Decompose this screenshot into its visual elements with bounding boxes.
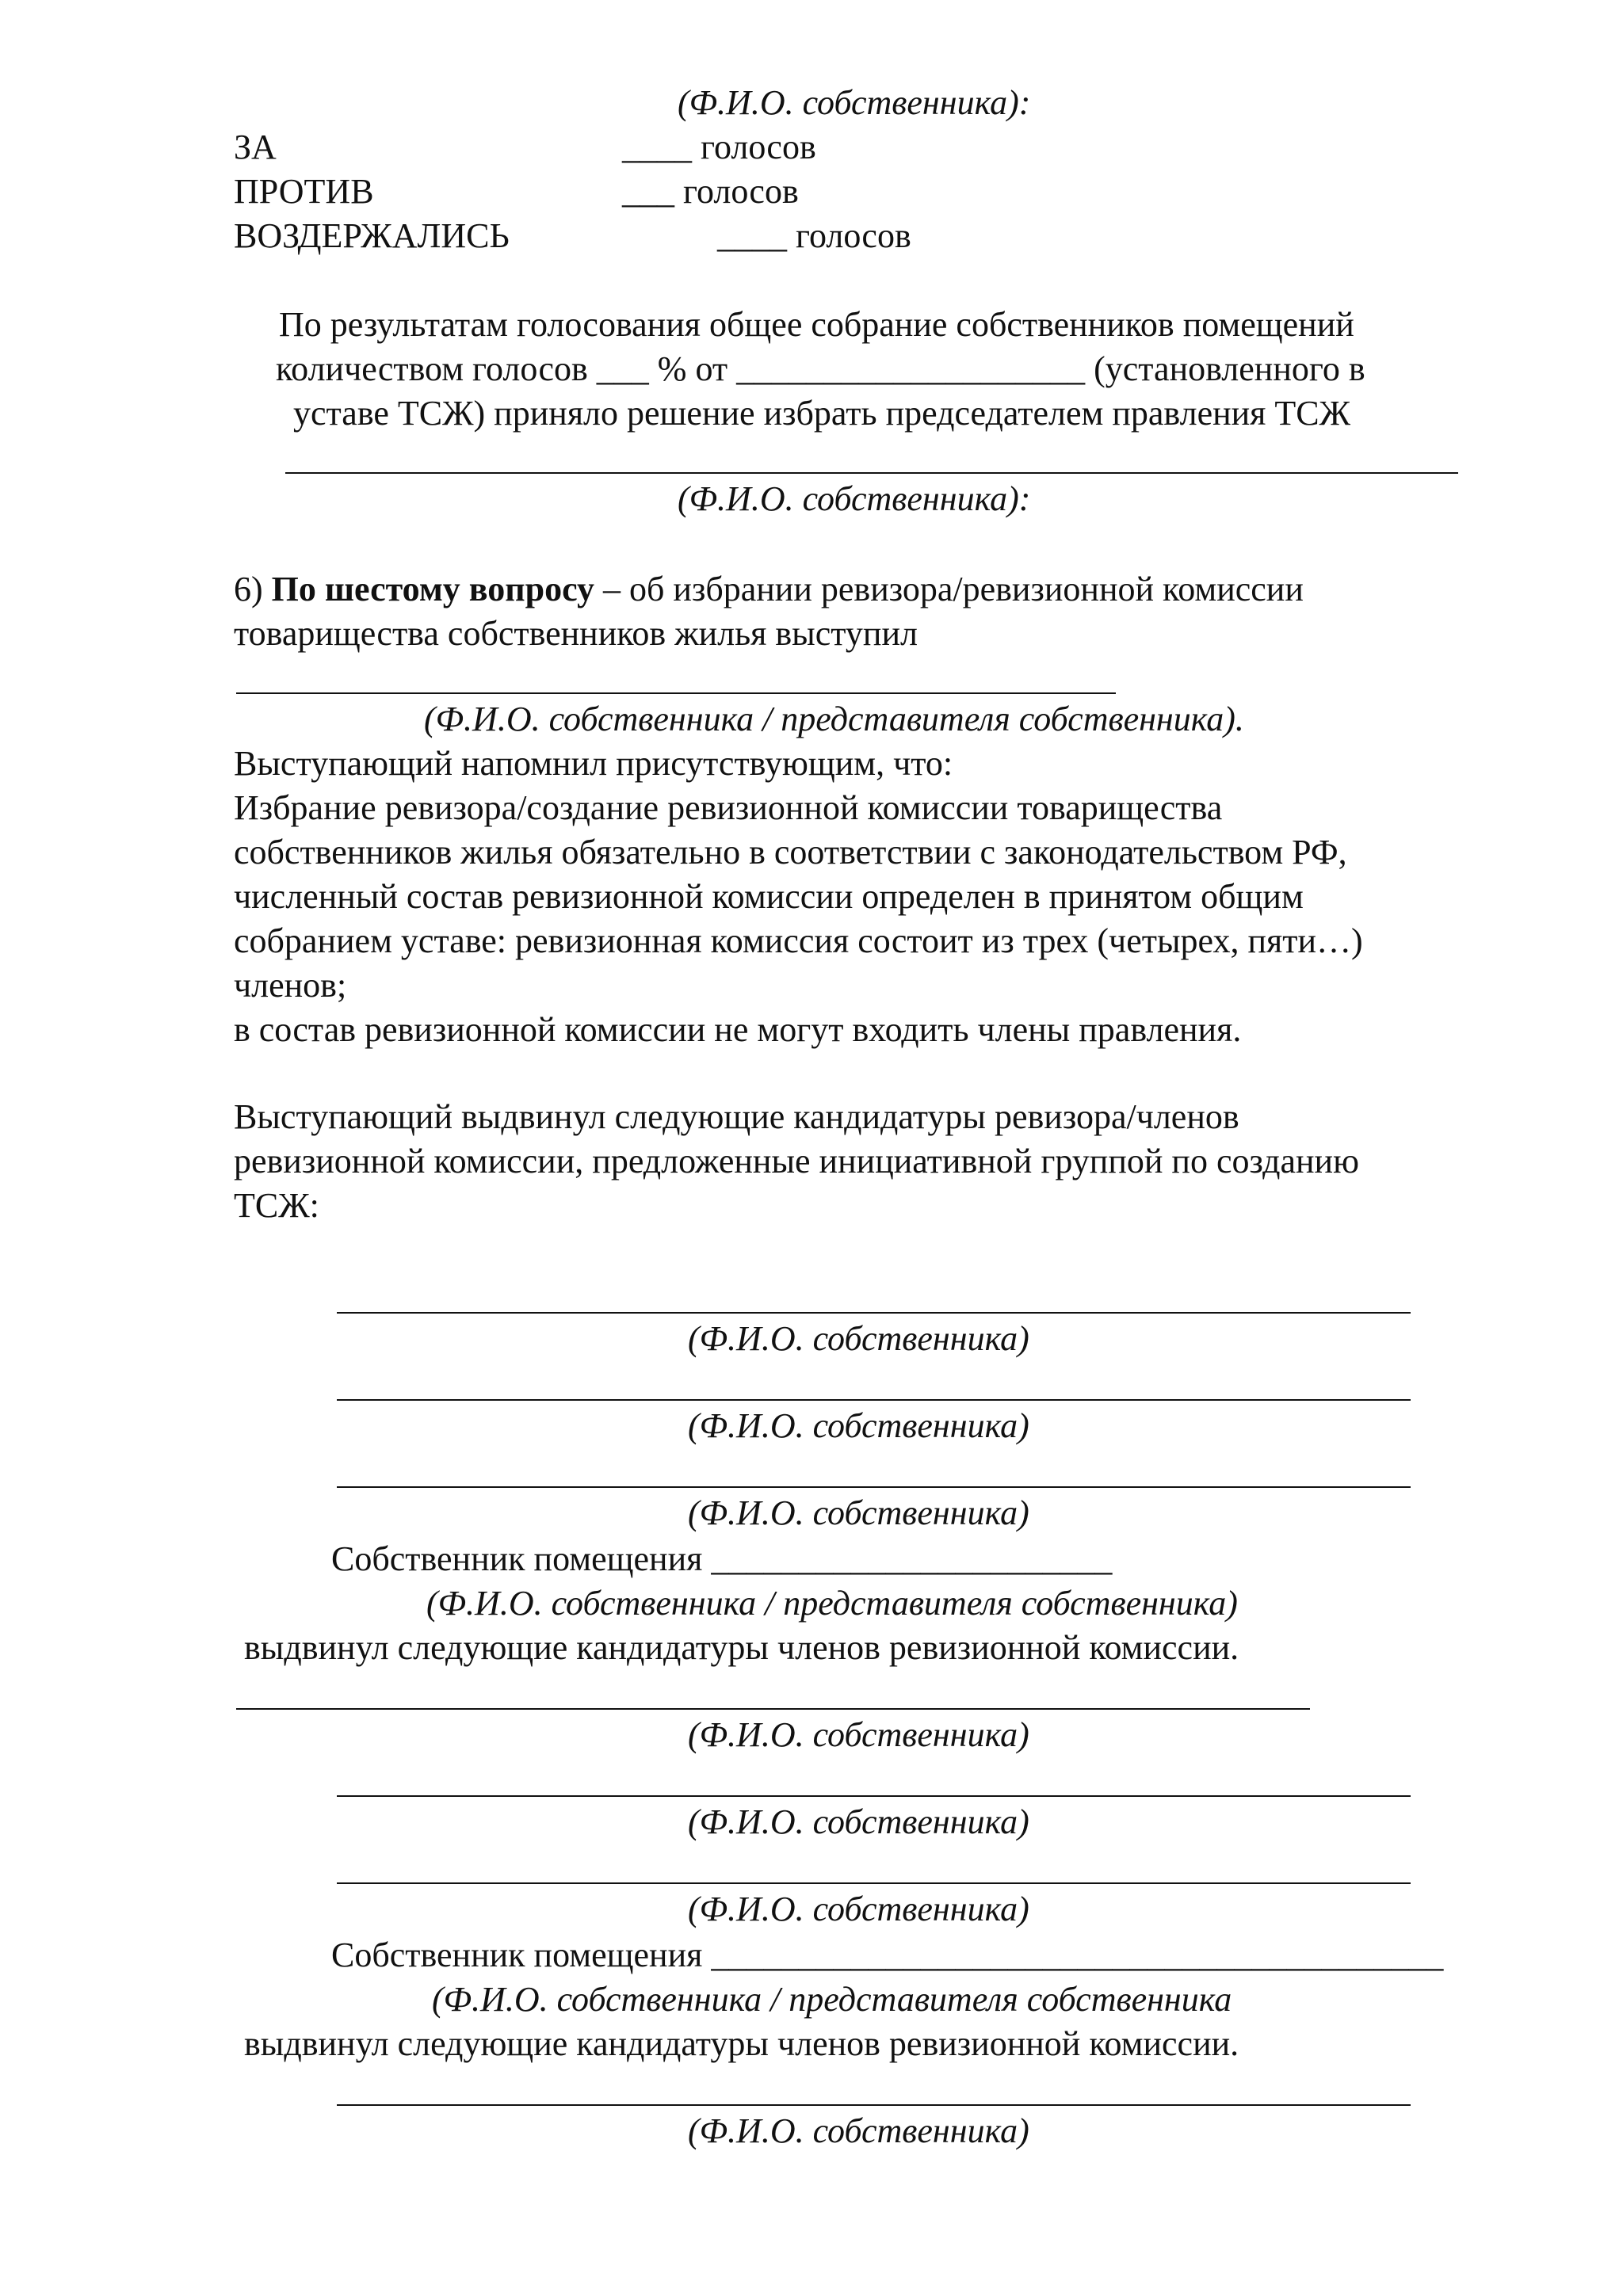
- candidate-a2-line: [337, 1399, 1411, 1401]
- result-line-3: уставе ТСЖ) приняло решение избрать председателем правления ТСЖ: [293, 394, 1351, 433]
- candidate-a1-line: [337, 1312, 1411, 1314]
- owner2-label: Собственник помещения __________________________________________: [331, 1936, 1444, 1974]
- candidate-c1-caption: (Ф.И.О. собственника): [688, 2111, 1029, 2150]
- question6-title: По шестому вопросу: [271, 570, 595, 608]
- vote-against-label: ПРОТИВ: [234, 172, 374, 211]
- candidate-c1-line: [337, 2104, 1411, 2106]
- candidate-b2-caption: (Ф.И.О. собственника): [688, 1802, 1029, 1841]
- statement-line-3: численный состав ревизионной комиссии определен в принятом общим: [234, 877, 1304, 916]
- statement-line-4: собранием уставе: ревизионная комиссия состоит из трех (четырех, пяти…): [234, 921, 1363, 960]
- candidate-a3-line: [337, 1486, 1411, 1488]
- candidate-a3-caption: (Ф.И.О. собственника): [688, 1493, 1029, 1532]
- chairman-signature-line: [285, 472, 1458, 474]
- statement-line-1: Избрание ревизора/создание ревизионной комиссии товарищества: [234, 788, 1223, 827]
- candidate-b1-line: [236, 1708, 1310, 1710]
- statement-line-6: в состав ревизионной комиссии не могут входить члены правления.: [234, 1010, 1242, 1049]
- vote-for-label: ЗА: [234, 128, 277, 166]
- question6-line-1: [234, 567, 1304, 612]
- owner2-caption: (Ф.И.О. собственника / представителя собственника: [432, 1980, 1232, 2019]
- result-line-1: По результатам голосования общее собрание собственников помещений: [279, 305, 1354, 344]
- speaker-caption: (Ф.И.О. собственника / представителя собственника).: [424, 700, 1244, 738]
- question6-line-2: товарищества собственников жилья выступил: [234, 614, 918, 653]
- question6-number: 6): [234, 570, 263, 608]
- chairman-caption: (Ф.И.О. собственника):: [678, 479, 1031, 518]
- candidate-b1-caption: (Ф.И.О. собственника): [688, 1715, 1029, 1754]
- owner1-label: Собственник помещения _______________________: [331, 1539, 1113, 1578]
- vote-for-count: ____ голосов: [622, 128, 816, 166]
- candidate-a1-caption: (Ф.И.О. собственника): [688, 1319, 1029, 1358]
- vote-against-count: ___ голосов: [622, 172, 799, 211]
- vote-abstained-label: ВОЗДЕРЖАЛИСЬ: [234, 216, 510, 255]
- owner1-nominated: выдвинул следующие кандидатуры членов ревизионной комиссии.: [244, 1628, 1239, 1667]
- nominated-line-1: Выступающий выдвинул следующие кандидатуры ревизора/членов: [234, 1097, 1239, 1136]
- statement-line-5: членов;: [234, 966, 347, 1005]
- speaker-signature-line: [236, 692, 1116, 694]
- voting-header-caption: (Ф.И.О. собственника):: [678, 83, 1031, 122]
- reminded-line: Выступающий напомнил присутствующим, что:: [234, 744, 953, 783]
- statement-line-2: собственников жилья обязательно в соответствии с законодательством РФ,: [234, 833, 1347, 871]
- owner1-caption: (Ф.И.О. собственника / представителя собственника): [426, 1584, 1238, 1623]
- candidate-b3-line: [337, 1882, 1411, 1884]
- vote-abstained-count: ____ голосов: [717, 216, 911, 255]
- owner2-nominated: выдвинул следующие кандидатуры членов ревизионной комиссии.: [244, 2024, 1239, 2063]
- candidate-a2-caption: (Ф.И.О. собственника): [688, 1406, 1029, 1445]
- question6-line-1-rest: – об избрании ревизора/ревизионной комиссии: [594, 570, 1304, 608]
- result-line-2: количеством голосов ___ % от ____________________ (установленного в: [276, 349, 1365, 388]
- candidate-b3-caption: (Ф.И.О. собственника): [688, 1890, 1029, 1928]
- nominated-line-2: ревизионной комиссии, предложенные инициативной группой по созданию: [234, 1142, 1359, 1180]
- nominated-line-3: ТСЖ:: [234, 1186, 319, 1225]
- candidate-b2-line: [337, 1795, 1411, 1797]
